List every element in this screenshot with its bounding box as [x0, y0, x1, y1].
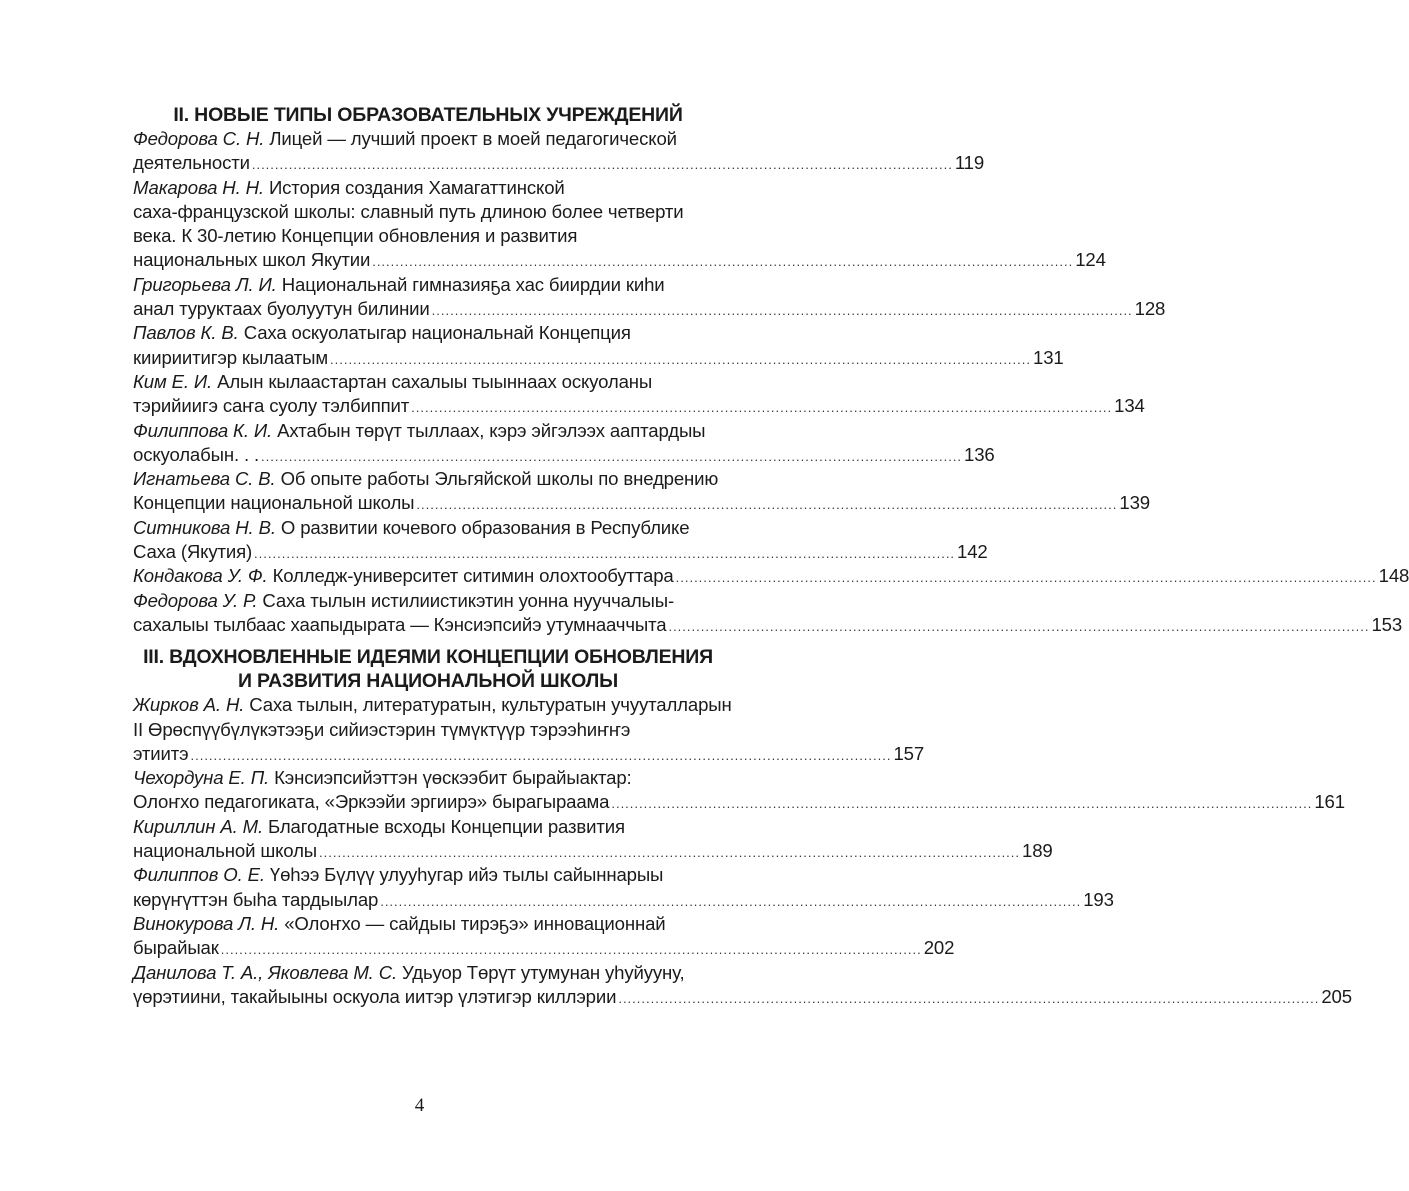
entry-title-last: киириитигэр кылаатым: [133, 346, 328, 368]
entry-author: Филиппова К. И.: [133, 419, 273, 441]
entry-title-line: саха-французской школы: славный путь длиною более четверти: [133, 200, 684, 222]
entry-page-number: 193: [1083, 888, 1114, 910]
section-title: III. ВДОХНОВЛЕННЫЕ ИДЕЯМИ КОНЦЕПЦИИ ОБНОВЛЕНИЯ: [143, 646, 713, 669]
dot-leader: ........................................................................................................................................................: [372, 254, 1074, 270]
entry-author: Чехордуна Е. П.: [133, 767, 270, 789]
toc-entry: [133, 815, 1053, 864]
entry-title-line: Благодатные всходы Концепции развития: [268, 815, 625, 837]
toc-entry: [133, 273, 1166, 322]
entry-title-last: деятельности: [133, 152, 250, 174]
entry-title-last: оскуолабын. . .: [133, 443, 260, 465]
entry-title-last: үөрэтиини, такайыыны оскуола иитэр үлэтигэр киллэрии: [133, 985, 617, 1007]
entry-title-line: Саха тылын, литературатын, культуратын учууталларын: [249, 694, 732, 716]
entry-title-line: История создания Хамагаттинской: [268, 176, 565, 198]
entry-title-line: Об опыте работы Эльгяйской школы по внедрению: [280, 468, 719, 490]
dot-leader: ........................................................................................................................................................: [220, 942, 922, 958]
entry-title-last: көрүҥүттэн быһа тардыылар: [133, 888, 379, 910]
entry-title-last: Колледж-университет ситимин олохтообуттара: [272, 565, 674, 587]
dot-leader: ........................................................................................................................................................: [611, 796, 1313, 812]
entry-author: Данилова Т. А., Яковлева М. С.: [133, 961, 398, 983]
toc-entry: [133, 467, 1150, 516]
toc-entry: [133, 693, 925, 766]
entry-title-line: Саха тылын истилиистикэтин уонна нууччалыы-: [262, 589, 675, 611]
dot-leader: ........................................................................................................................................................: [668, 618, 1370, 634]
entry-page-number: 124: [1075, 249, 1106, 271]
dot-leader: ........................................................................................................................................................: [251, 157, 953, 173]
entry-title-line: Кэнсиэпсийэттэн үөскээбит бырайыактар:: [274, 767, 632, 789]
dot-leader: ........................................................................................................................................................: [254, 546, 956, 562]
toc-entry: [133, 516, 988, 565]
section-title: II. НОВЫЕ ТИПЫ ОБРАЗОВАТЕЛЬНЫХ УЧРЕЖДЕНИЙ: [173, 104, 683, 126]
entry-title-line: О развитии кочевого образования в Республике: [280, 516, 690, 538]
entry-title-line: Ахтабын төрүт тыллаах, кэрэ эйгэлээх ааптардыы: [277, 419, 706, 441]
entry-author: Григорьева Л. И.: [133, 273, 277, 295]
toc-entry: [133, 961, 1352, 1010]
entry-title-last: национальной школы: [133, 840, 318, 862]
entry-title-line: Национальнай гимназияҕа хас биирдии киһи: [281, 273, 665, 295]
entry-author: Игнатьева С. В.: [133, 468, 276, 490]
toc-entry: [133, 419, 995, 468]
entry-title-line: «Олоҥхо — сайдыы тирэҕэ» инновационнай: [284, 912, 666, 934]
entry-title-last: бырайыак: [133, 937, 219, 959]
entry-title-last: этиитэ: [133, 742, 189, 764]
dot-leader: ........................................................................................................................................................: [618, 990, 1320, 1006]
toc-entry: [133, 176, 1106, 273]
entry-page-number: 131: [1033, 346, 1064, 368]
entry-title-line: II Өрөспүүбүлүкэтээҕи сийиэстэрин түмүктүүр тэрээһиҥҥэ: [133, 718, 631, 740]
entry-title-line: Удьуор Төрүт утумунан уһуйууну,: [402, 961, 685, 983]
dot-leader: ........................................................................................................................................................: [330, 351, 1031, 367]
entry-title-line: Үөһээ Бүлүү улууһугар ийэ тылы сайыннарыы: [269, 864, 664, 886]
dot-leader: ........................................................................................................................................................: [380, 893, 1082, 909]
entry-title-line: Саха оскуолатыгар национальнай Концепция: [243, 322, 631, 344]
entry-author: Ситникова Н. В.: [133, 516, 276, 538]
toc-entry: [133, 564, 1409, 588]
dot-leader: ........................................................................................................................................................: [411, 400, 1113, 416]
entry-author: Жирков А. Н.: [133, 694, 245, 716]
dot-leader: ........................................................................................................................................................: [261, 448, 963, 464]
entry-page-number: 157: [893, 742, 925, 764]
entry-page-number: 136: [964, 443, 995, 465]
entry-author: Федорова С. Н.: [133, 128, 265, 149]
entry-title-line: Алын кылаастартан сахалыы тыыннаах оскуоланы: [217, 370, 653, 392]
entry-author: Павлов К. В.: [133, 322, 239, 344]
entry-title-last: Саха (Якутия): [133, 541, 253, 563]
entry-author: Ким Е. И.: [133, 370, 213, 392]
toc-entry: [133, 766, 1345, 815]
entry-title-line: Лицей — лучший проект в моей педагогической: [269, 128, 677, 149]
toc-entry: [133, 321, 1064, 370]
entry-title-last: сахалыы тылбаас хаапыдырата — Кэнсиэпсийэ утумнааччыта: [133, 613, 667, 635]
entry-page-number: 134: [1114, 395, 1145, 417]
entry-author: Винокурова Л. Н.: [133, 912, 280, 934]
entry-title-last: Концепции национальной школы: [133, 492, 415, 514]
entry-title-line: века. К 30-летию Концепции обновления и развития: [133, 225, 578, 247]
toc-entry: [133, 912, 955, 961]
entry-title-last: анал туруктаах буолуутун билинии: [133, 298, 430, 320]
toc-entry: [133, 127, 985, 176]
entry-page-number: 142: [957, 541, 988, 563]
entry-page-number: 119: [954, 152, 985, 174]
entry-author: Макарова Н. Н.: [133, 176, 264, 198]
entry-author: Федорова У. Р.: [133, 589, 258, 611]
entry-page-number: 189: [1022, 840, 1053, 862]
dot-leader: ........................................................................................................................................................: [319, 845, 1021, 861]
dot-leader: ........................................................................................................................................................: [675, 570, 1377, 586]
entry-page-number: 139: [1119, 492, 1150, 514]
table-of-contents: [133, 103, 1409, 1009]
entry-author: Кириллин А. М.: [133, 815, 263, 837]
entry-page-number: 161: [1314, 791, 1345, 813]
entry-title-last: национальных школ Якутии: [133, 249, 371, 271]
dot-leader: ........................................................................................................................................................: [190, 747, 892, 763]
dot-leader: ........................................................................................................................................................: [431, 303, 1133, 319]
section-title-continuation: И РАЗВИТИЯ НАЦИОНАЛЬНОЙ ШКОЛЫ: [237, 670, 618, 693]
entry-title-last: Олоҥхо педагогиката, «Эркээйи эргиирэ» бырагыраама: [133, 791, 610, 813]
entry-author: Филиппов О. Е.: [133, 864, 265, 886]
entry-page-number: 205: [1321, 985, 1352, 1007]
entry-page-number: 202: [923, 937, 955, 959]
entry-author: Кондакова У. Ф.: [133, 565, 268, 587]
dot-leader: ........................................................................................................................................................: [416, 497, 1118, 513]
toc-entry: [133, 589, 1403, 638]
toc-entry: [133, 863, 1114, 912]
entry-title-last: тэрийиигэ саҥа суолу тэлбиппит: [133, 395, 410, 417]
page-number: 4: [414, 1095, 425, 1116]
entry-page-number: 148: [1378, 565, 1409, 587]
entry-page-number: 153: [1371, 613, 1403, 635]
entry-page-number: 128: [1134, 298, 1166, 320]
toc-entry: [133, 370, 1145, 419]
